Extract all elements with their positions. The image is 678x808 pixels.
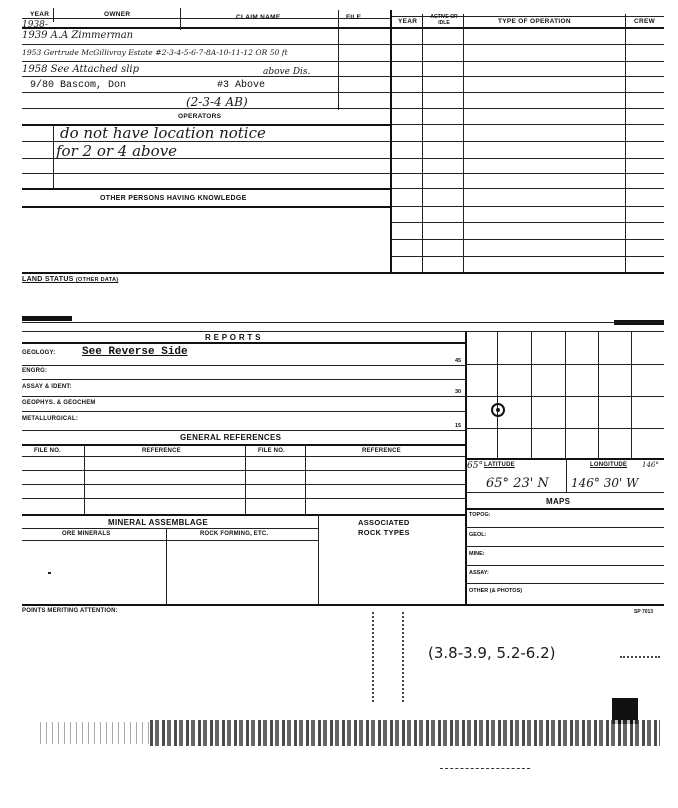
file-header: FILE <box>346 14 362 21</box>
maps-row-line <box>465 527 664 528</box>
scan-dots <box>620 656 660 658</box>
activity-row-line <box>392 173 664 174</box>
activity-row-line <box>392 44 664 45</box>
scan-noise-band <box>150 720 660 746</box>
other-persons-bottom-line <box>22 206 390 208</box>
points-meriting-attention-label: POINTS MERITING ATTENTION: <box>22 608 118 614</box>
longitude-label: LONGITUDE <box>590 462 628 468</box>
land-status-title: LAND STATUS <box>22 276 74 283</box>
grid-line <box>531 331 532 458</box>
longitude-note: 146° <box>642 461 659 469</box>
gr-header-bottom <box>22 456 465 457</box>
activity-year-divider <box>422 14 423 272</box>
claim-name-header: CLAIM NAME <box>236 14 281 21</box>
owner-header: OWNER <box>104 11 131 18</box>
activity-header-bottom <box>392 27 664 29</box>
claim-note-3-above: #3 Above <box>217 80 266 91</box>
row-1938: 1938- <box>22 20 48 30</box>
other-persons-top-line <box>22 188 390 190</box>
row-line <box>22 76 390 77</box>
maps-row-line <box>465 583 664 584</box>
gr-file-no-2: FILE NO. <box>258 448 285 454</box>
activity-crew-divider <box>625 14 626 272</box>
geology-label: GEOLOGY: <box>22 350 56 356</box>
activity-row-line <box>392 124 664 125</box>
gr-divider <box>245 444 246 514</box>
owner-divider <box>180 8 181 30</box>
reports-row-line <box>22 411 465 412</box>
gr-reference-1: REFERENCE <box>142 448 181 454</box>
geophys-label: GEOPHYS. & GEOCHEM <box>22 400 96 406</box>
row-line <box>22 44 390 45</box>
rock-forming-label: ROCK FORMING, ETC. <box>200 531 269 537</box>
activity-row-line <box>392 222 664 223</box>
lat-prefix: 65° <box>467 461 483 471</box>
lat-lon-bottom-line <box>465 492 664 493</box>
rock-types-label: ROCK TYPES <box>358 528 410 537</box>
general-references-title: GENERAL REFERENCES <box>180 433 282 442</box>
reports-row-line <box>22 396 465 397</box>
claim-note-2-3-4: (2-3-4 AB) <box>186 95 248 109</box>
type-of-operation-header: TYPE OF OPERATION <box>498 18 571 25</box>
activity-row-line <box>392 76 664 77</box>
engrg-label: ENGRG: <box>22 368 48 374</box>
latitude-value: 65° 23' N <box>486 476 549 491</box>
topog-label: TOPOG: <box>469 512 491 518</box>
maps-header-line <box>465 508 664 510</box>
ma-ore-divider <box>166 528 167 604</box>
gr-divider <box>305 444 306 514</box>
margin-15: 15 <box>455 423 462 429</box>
gr-row-line <box>22 470 465 471</box>
activity-row-line <box>392 141 664 142</box>
row-1958: 1958 See Attached slip <box>22 64 140 75</box>
metallurgical-label: METALLURGICAL: <box>22 416 79 422</box>
form-number: SP 7013 <box>634 609 654 615</box>
geology-value: See Reverse Side <box>82 346 188 358</box>
header-bottom-line <box>22 27 390 29</box>
grid-bottom-line <box>465 458 664 460</box>
scan-dash <box>440 768 530 769</box>
ma-header-bottom <box>22 540 318 541</box>
reports-row-line <box>22 379 465 380</box>
operators-label: OPERATORS <box>178 113 222 120</box>
gr-row-line <box>22 484 465 485</box>
activity-row-line <box>392 256 664 257</box>
margin-45: 45 <box>455 358 462 364</box>
operators-note-line1: do not have location notice <box>60 124 266 142</box>
row-line <box>22 92 390 93</box>
assay-label: ASSAY: <box>469 570 489 576</box>
activity-row-line <box>392 92 664 93</box>
reports-header-bottom <box>22 342 465 344</box>
scan-dots <box>402 612 406 702</box>
operators-year-divider <box>53 124 54 188</box>
gr-bottom-line <box>22 514 465 516</box>
gr-reference-2: REFERENCE <box>362 448 401 454</box>
reports-row-line <box>22 365 465 366</box>
row-1980: 9/80 Bascom, Don <box>30 80 127 91</box>
active-idle-header: ACTIVE OR IDLE <box>430 14 458 26</box>
activity-row-line <box>392 188 664 189</box>
row-line <box>22 61 390 62</box>
other-persons-label: OTHER PERSONS HAVING KNOWLEDGE <box>100 195 247 202</box>
reports-row-line <box>22 430 465 431</box>
header-line <box>22 18 392 19</box>
row-1953: 1953 Gertrude McGillivray Estate #2-3-4-5-6-7-8A-10-11-12 OR 50 ft <box>22 48 288 57</box>
ma-associated-divider <box>318 514 319 604</box>
mineral-assemblage-title: MINERAL ASSEMBLAGE <box>108 518 209 527</box>
grid-line <box>598 331 599 458</box>
geol-label: GEOL: <box>469 532 487 538</box>
maps-title: MAPS <box>546 497 571 506</box>
activity-row-line <box>392 239 664 240</box>
grid-line <box>631 331 632 458</box>
activity-row-line <box>392 206 664 207</box>
mine-label: MINE: <box>469 551 485 557</box>
location-marker-icon <box>491 403 505 417</box>
file-divider <box>338 10 339 110</box>
scan-mark-left <box>22 316 72 321</box>
land-status-sub: (OTHER DATA) <box>75 277 119 283</box>
latitude-label: LATITUDE <box>484 462 515 468</box>
margin-30: 30 <box>455 389 462 395</box>
lat-lon-divider <box>566 458 567 492</box>
activity-row-line <box>392 108 664 109</box>
associated-label: ASSOCIATED <box>358 518 410 527</box>
reports-top-line <box>22 331 465 332</box>
activity-year-header: YEAR <box>398 18 418 25</box>
gr-row-line <box>22 498 465 499</box>
footer-top-line <box>22 604 664 606</box>
ma-header-line <box>22 528 318 529</box>
handwritten-coordinates: (3.8-3.9, 5.2-6.2) <box>428 644 556 662</box>
claim-note-above-dis: above Dis. <box>263 67 311 77</box>
gr-file-no-1: FILE NO. <box>34 448 61 454</box>
assay-ident-label: ASSAY & IDENT: <box>22 384 72 390</box>
longitude-value: 146° 30' W <box>571 476 639 490</box>
stray-mark <box>48 572 51 574</box>
other-photos-label: OTHER (& PHOTOS) <box>469 588 523 594</box>
crew-header: CREW <box>634 18 656 25</box>
grid-line <box>565 331 566 458</box>
row-1939: 1939 A.A Zimmerman <box>22 30 134 41</box>
maps-row-line <box>465 546 664 547</box>
activity-row-line <box>392 158 664 159</box>
gr-header-top <box>22 444 465 446</box>
activity-bottom-line <box>22 272 664 274</box>
scan-dots <box>372 612 376 702</box>
scan-noise-band-light <box>40 722 150 744</box>
year-header: YEAR <box>30 11 50 18</box>
land-status-label <box>22 276 118 283</box>
grid-line <box>465 428 664 429</box>
activity-active-divider <box>463 14 464 272</box>
year-divider <box>53 8 54 22</box>
reports-title: R E P O R T S <box>205 333 261 342</box>
section-divider <box>22 322 664 323</box>
grid-line <box>465 396 664 397</box>
operators-row-line <box>22 173 390 174</box>
grid-line <box>497 331 498 458</box>
grid-line <box>465 364 664 365</box>
operators-note-line2: for 2 or 4 above <box>56 142 178 160</box>
ore-minerals-label: ORE MINERALS <box>62 531 111 537</box>
gr-divider <box>84 444 85 514</box>
maps-row-line <box>465 565 664 566</box>
activity-row-line <box>392 61 664 62</box>
